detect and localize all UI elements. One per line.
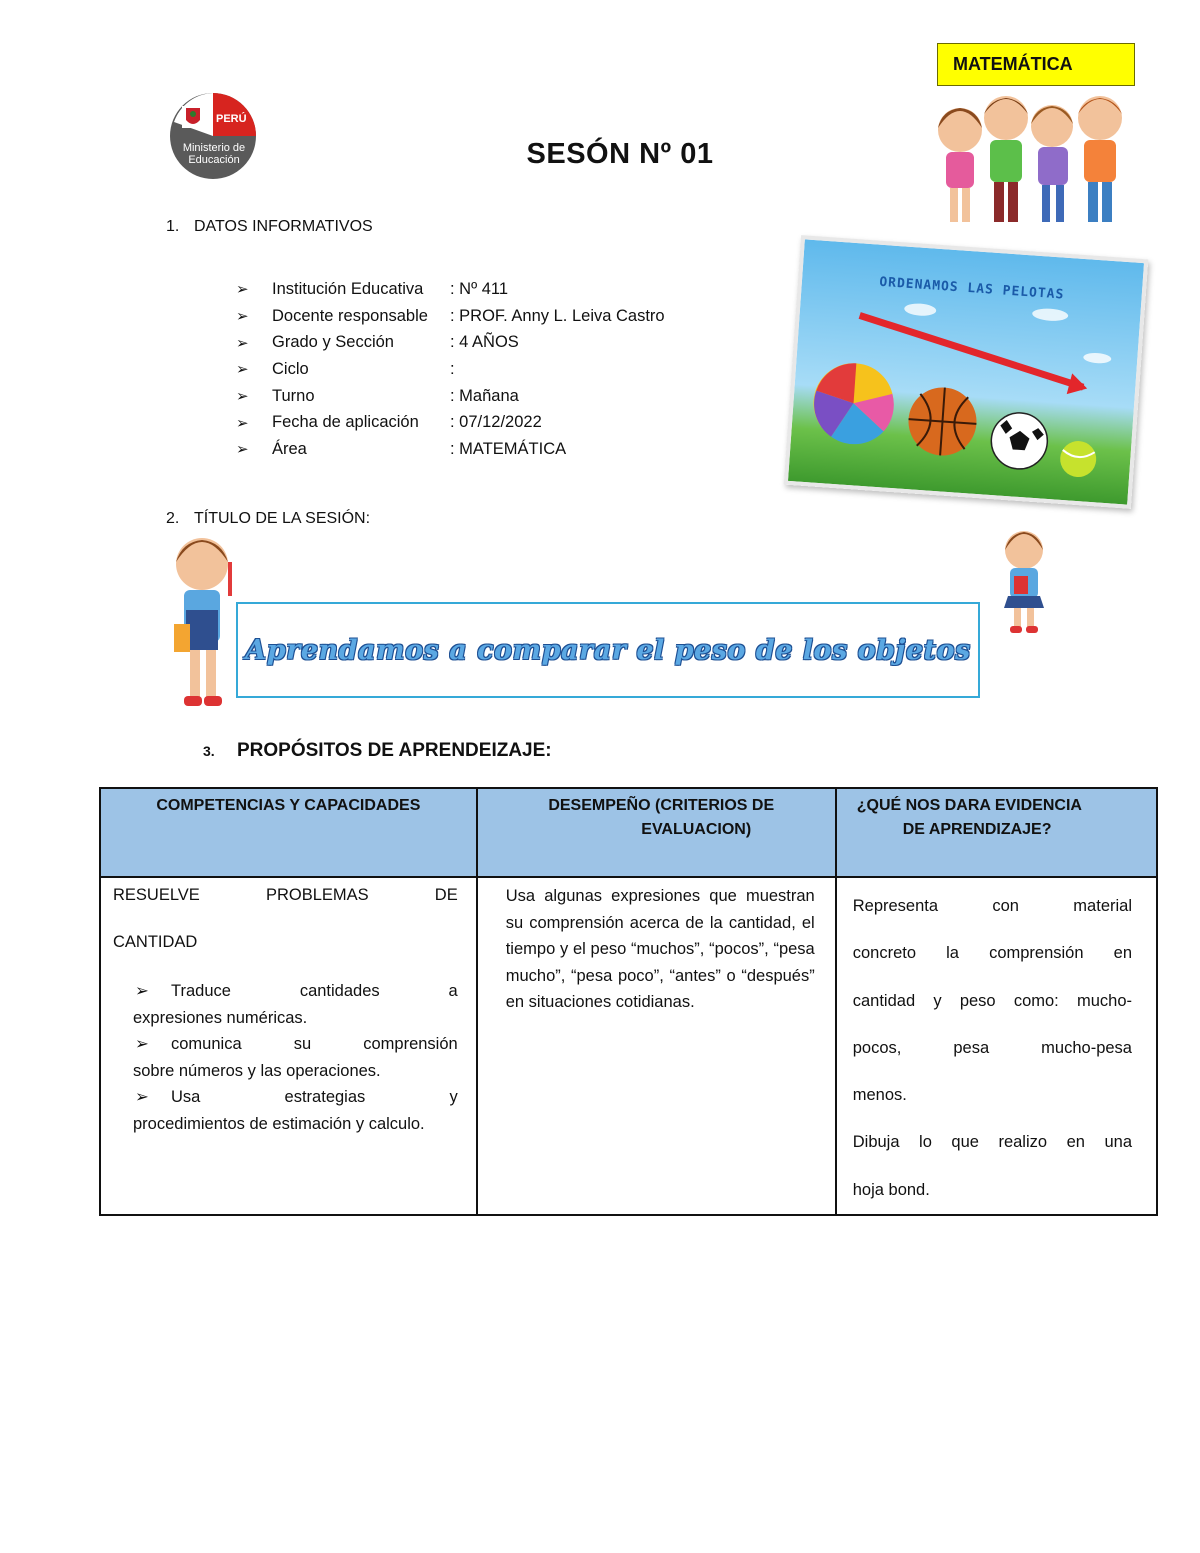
header-competencias-text: COMPETENCIAS Y CAPACIDADES [156, 797, 421, 814]
header-desempeno-line1: DESEMPEÑO (CRITERIOS DE [548, 797, 775, 814]
arrow-bullet-icon: ➢ [135, 1035, 149, 1053]
desempeno-text: Usa algunas expresiones que muestran su comprensión acerca de la cantidad, el tiempo y el peso “muchos”, “pocos”, “pesa mucho”, “pesa poco”, “antes” o “después” en situaciones cotidianas. [505, 887, 815, 1011]
capacidad-item [135, 1084, 458, 1111]
section-2-title: TÍTULO DE LA SESIÓN: [194, 510, 371, 527]
header-competencias [100, 788, 477, 877]
evidencia-extra-last: hoja bond. [852, 1180, 930, 1199]
session-title-text: Aprendamos a comparar el peso de los objetos [245, 634, 971, 666]
info-value: : Mañana [450, 386, 519, 405]
cell-desempeno [477, 877, 836, 1215]
logo-country: PERÚ [216, 113, 247, 125]
section-1-number: 1. [166, 218, 180, 235]
competencia-line1: RESUELVE PROBLEMAS DE [113, 886, 458, 904]
logo-ministry-line2: Educación [188, 154, 240, 166]
info-value: : MATEMÁTICA [450, 439, 567, 458]
table-row [100, 877, 1157, 1215]
capacidad-first: Usa estrategias y [171, 1088, 458, 1106]
section-1-heading [166, 218, 373, 236]
capacidad-first: comunica su comprensión [171, 1035, 458, 1053]
section-3-number: 3. [203, 743, 215, 759]
section-3-heading [203, 740, 552, 762]
arrow-bullet-icon: ➢ [236, 414, 249, 432]
info-label: Ciclo [272, 359, 309, 378]
page-title: SESÓN Nº 01 [526, 138, 714, 170]
arrow-bullet-icon: ➢ [236, 308, 249, 326]
arrow-bullet-icon: ➢ [236, 281, 249, 299]
header-evidencia-line2: DE APRENDIZAJE? [902, 821, 1052, 838]
info-list [236, 276, 665, 463]
evidencia-line: cantidad y peso como: mucho- [852, 991, 1132, 1010]
info-value: : Nº 411 [450, 279, 508, 298]
arrow-bullet-icon: ➢ [236, 388, 249, 406]
info-row-ciclo [236, 356, 665, 383]
girl-illustration [994, 526, 1058, 636]
info-value: : 4 AÑOS [450, 333, 519, 352]
cell-competencias [100, 877, 477, 1215]
info-value: : PROF. Anny L. Leiva Castro [450, 306, 665, 325]
info-row-grado [236, 329, 665, 356]
logo-ministry [176, 142, 252, 166]
info-label: Docente responsable [272, 306, 428, 325]
evidencia-line: pocos, pesa mucho-pesa [852, 1038, 1132, 1057]
capacidad-rest: procedimientos de estimación y calculo. [133, 1114, 425, 1133]
evidencia-extra: Dibuja lo que realizo en una [852, 1133, 1132, 1152]
arrow-bullet-icon: ➢ [236, 361, 249, 379]
info-label: Institución Educativa [272, 279, 424, 298]
purposes-table [99, 787, 1158, 1216]
info-row-area [236, 436, 665, 463]
section-1-title: DATOS INFORMATIVOS [194, 218, 373, 235]
header-desempeno [477, 788, 836, 877]
arrow-bullet-icon: ➢ [236, 334, 249, 352]
balls-illustration [784, 235, 1149, 509]
section-2-heading [166, 510, 370, 528]
logo-ministry-line1: Ministerio de [182, 142, 246, 154]
header-desempeno-line2: EVALUACION) [641, 821, 752, 838]
section-2-number: 2. [166, 510, 180, 527]
capacidad-rest: expresiones numéricas. [133, 1008, 308, 1027]
info-label: Fecha de aplicación [272, 413, 419, 432]
evidencia-line: Representa con material [852, 897, 1132, 915]
arrow-bullet-icon: ➢ [135, 982, 149, 1000]
evidencia-block [837, 878, 1156, 1214]
info-row-docente [236, 303, 665, 330]
session-title-banner [236, 602, 980, 698]
evidencia-line: menos. [852, 1086, 907, 1105]
cell-evidencia [836, 877, 1157, 1215]
info-label: Área [272, 439, 307, 458]
kids-illustration [920, 88, 1148, 233]
illustration-caption: ORDENAMOS LAS PELOTAS [878, 274, 1065, 303]
info-row-institucion [236, 276, 665, 303]
section-3-title: PROPÓSITOS DE APRENDEIZAJE: [237, 740, 552, 761]
competencia-line2: CANTIDAD [113, 933, 198, 951]
info-value: : [450, 359, 455, 378]
capacidad-rest: sobre números y las operaciones. [133, 1061, 381, 1080]
header-evidencia-line1: ¿QUÉ NOS DARA EVIDENCIA [856, 797, 1082, 814]
header-evidencia [836, 788, 1157, 877]
table-header-row [100, 788, 1157, 877]
capacidad-item [135, 978, 458, 1005]
capacidad-item [135, 1031, 458, 1058]
info-row-fecha [236, 409, 665, 436]
capacidad-first: Traduce cantidades a [171, 982, 458, 1000]
info-label: Turno [272, 386, 315, 405]
ministry-logo [164, 92, 262, 180]
arrow-bullet-icon: ➢ [135, 1088, 149, 1106]
arrow-bullet-icon: ➢ [236, 441, 249, 459]
info-label: Grado y Sección [272, 333, 394, 352]
evidencia-line: concreto la comprensión en [852, 944, 1132, 963]
info-value: : 07/12/2022 [450, 413, 542, 432]
area-tag: MATEMÁTICA [937, 43, 1135, 86]
info-row-turno [236, 383, 665, 410]
